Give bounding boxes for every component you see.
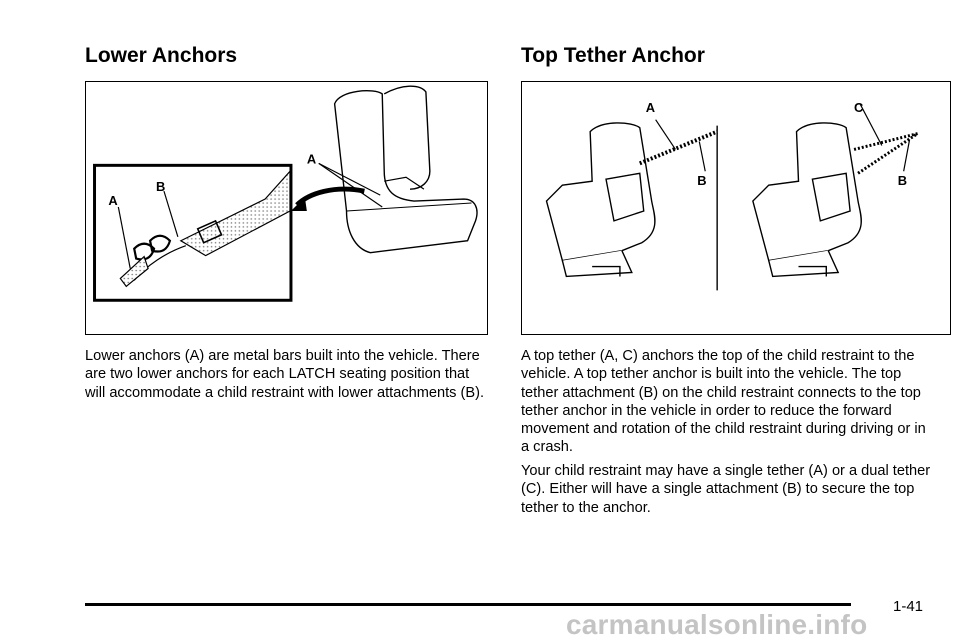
top-tether-drawing: [522, 82, 950, 334]
top-tether-paragraph-2: Your child restraint may have a single tether (A) or a dual tether (C). Either will have a single attachment (B) to secure the top tether to the anchor.: [521, 463, 931, 516]
lower-anchors-paragraph: Lower anchors (A) are metal bars built into the vehicle. There are two lower anchors for each LATCH seating position that will accommodate a child restraint with lower attachments (B).: [85, 348, 485, 401]
top-tether-paragraph-1: A top tether (A, C) anchors the top of the child restraint to the vehicle. A top tether anchor is built into the vehicle. The top tether attachment (B) on the child restraint connects to the top tether anchor in the vehicle in order to reduce the forward movement and rotation of the child restraint during driving or in a crash.: [521, 348, 926, 456]
lower-anchors-heading: Lower Anchors: [85, 44, 238, 67]
label-b-inset: B: [156, 179, 166, 195]
top-tether-anchor-heading: Top Tether Anchor: [521, 44, 705, 67]
watermark: carmanualsonline.info: [566, 609, 868, 640]
label-a-inset: A: [108, 193, 118, 209]
single-tether-seat: [547, 123, 655, 277]
top-tether-illustration: [521, 81, 951, 335]
label-a-single: A: [645, 99, 656, 115]
label-b-single: B: [697, 173, 707, 189]
car-seat-outline: [335, 91, 477, 253]
label-b-dual: B: [897, 173, 908, 189]
footer-rule: [85, 603, 851, 606]
lower-anchors-illustration: [85, 81, 488, 335]
dual-tether-seat: [753, 123, 861, 277]
label-a-seat: A: [306, 151, 317, 167]
lower-anchors-drawing: [86, 82, 487, 334]
page-number: 1-41: [893, 598, 924, 615]
label-c-dual: C: [854, 99, 864, 115]
